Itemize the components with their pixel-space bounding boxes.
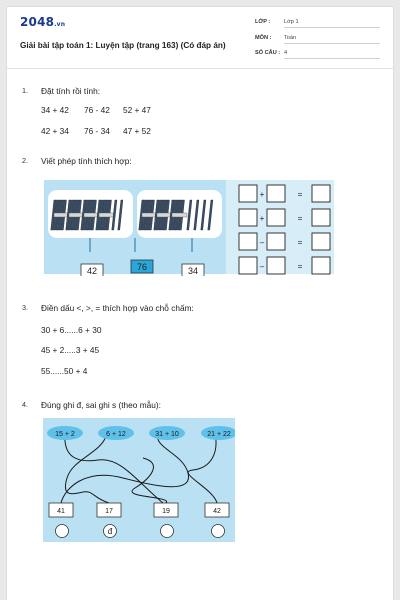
document-title: Giải bài tập toán 1: Luyện tập (trang 163) (Có đáp án) <box>20 41 226 50</box>
expression-label: 15 + 2 <box>55 431 75 438</box>
class-label: LỚP : <box>255 19 271 25</box>
result-value: 19 <box>162 508 170 515</box>
q1-expression: 52 + 47 <box>123 105 151 115</box>
logo-suffix: .vn <box>54 21 66 28</box>
q3-comparison: 55......50 + 4 <box>41 366 88 376</box>
number-value: 42 <box>86 266 98 276</box>
q1-expression: 47 + 52 <box>123 126 151 136</box>
number-value: 76 <box>136 262 148 272</box>
equals-sign: = <box>297 238 303 247</box>
expression-label: 31 + 10 <box>155 431 179 438</box>
class-value: Lớp 1 <box>284 19 380 28</box>
expression-label: 6 + 12 <box>106 431 126 438</box>
q3-comparison: 45 + 2.....3 + 45 <box>41 345 100 355</box>
equals-sign: = <box>297 190 303 199</box>
answer-box[interactable] <box>239 257 257 274</box>
result-value: 17 <box>105 508 113 515</box>
answer-box[interactable] <box>312 185 330 202</box>
q1-expression: 42 + 34 <box>41 126 69 136</box>
expression-label: 21 + 22 <box>207 431 231 438</box>
answer-box[interactable] <box>267 257 285 274</box>
document-page <box>6 6 394 600</box>
answer-box[interactable] <box>312 233 330 250</box>
equals-sign: = <box>297 214 303 223</box>
question-2-prompt: Viết phép tính thích hợp: <box>41 156 132 166</box>
question-count-label: SỐ CÂU : <box>255 50 281 56</box>
answer-circle[interactable] <box>161 525 174 538</box>
answer-box[interactable] <box>267 233 285 250</box>
subject-label: MÔN : <box>255 35 272 41</box>
question-count-value: 4 <box>284 50 380 59</box>
answer-box[interactable] <box>267 185 285 202</box>
q4-picture <box>43 418 235 542</box>
answer-box[interactable] <box>312 209 330 226</box>
question-4-prompt: Đúng ghi đ, sai ghi s (theo mẫu): <box>41 400 161 410</box>
q2-picture <box>44 180 334 276</box>
q1-expression: 34 + 42 <box>41 105 69 115</box>
q1-expression: 76 - 34 <box>84 126 110 136</box>
answer-box[interactable] <box>312 257 330 274</box>
question-2-number: 2. <box>22 156 28 165</box>
result-value: 41 <box>57 508 65 515</box>
operator-sign: – <box>259 238 265 247</box>
answer-box[interactable] <box>267 209 285 226</box>
answer-circle[interactable] <box>212 525 225 538</box>
question-3-prompt: Điền dấu <, >, = thích hợp vào chỗ chấm: <box>41 303 194 313</box>
question-1-number: 1. <box>22 86 28 95</box>
answer-circle[interactable] <box>56 525 69 538</box>
question-3-number: 3. <box>22 303 28 312</box>
operator-sign: + <box>259 214 265 223</box>
q1-expression: 76 - 42 <box>84 105 110 115</box>
answer-box[interactable] <box>239 233 257 250</box>
question-1-prompt: Đặt tính rồi tính: <box>41 86 101 96</box>
answer-box[interactable] <box>239 185 257 202</box>
site-logo[interactable] <box>20 15 65 29</box>
document-header <box>7 7 395 69</box>
equals-sign: = <box>297 262 303 271</box>
q3-comparison: 30 + 6......6 + 30 <box>41 325 102 335</box>
answer-box[interactable] <box>239 209 257 226</box>
answer-mark: đ <box>107 527 113 536</box>
operator-sign: + <box>259 190 265 199</box>
question-4-number: 4. <box>22 400 28 409</box>
subject-value: Toán <box>284 35 380 44</box>
operator-sign: – <box>259 262 265 271</box>
result-value: 42 <box>213 508 221 515</box>
number-value: 34 <box>187 266 199 276</box>
logo-main: 2048 <box>20 15 55 29</box>
